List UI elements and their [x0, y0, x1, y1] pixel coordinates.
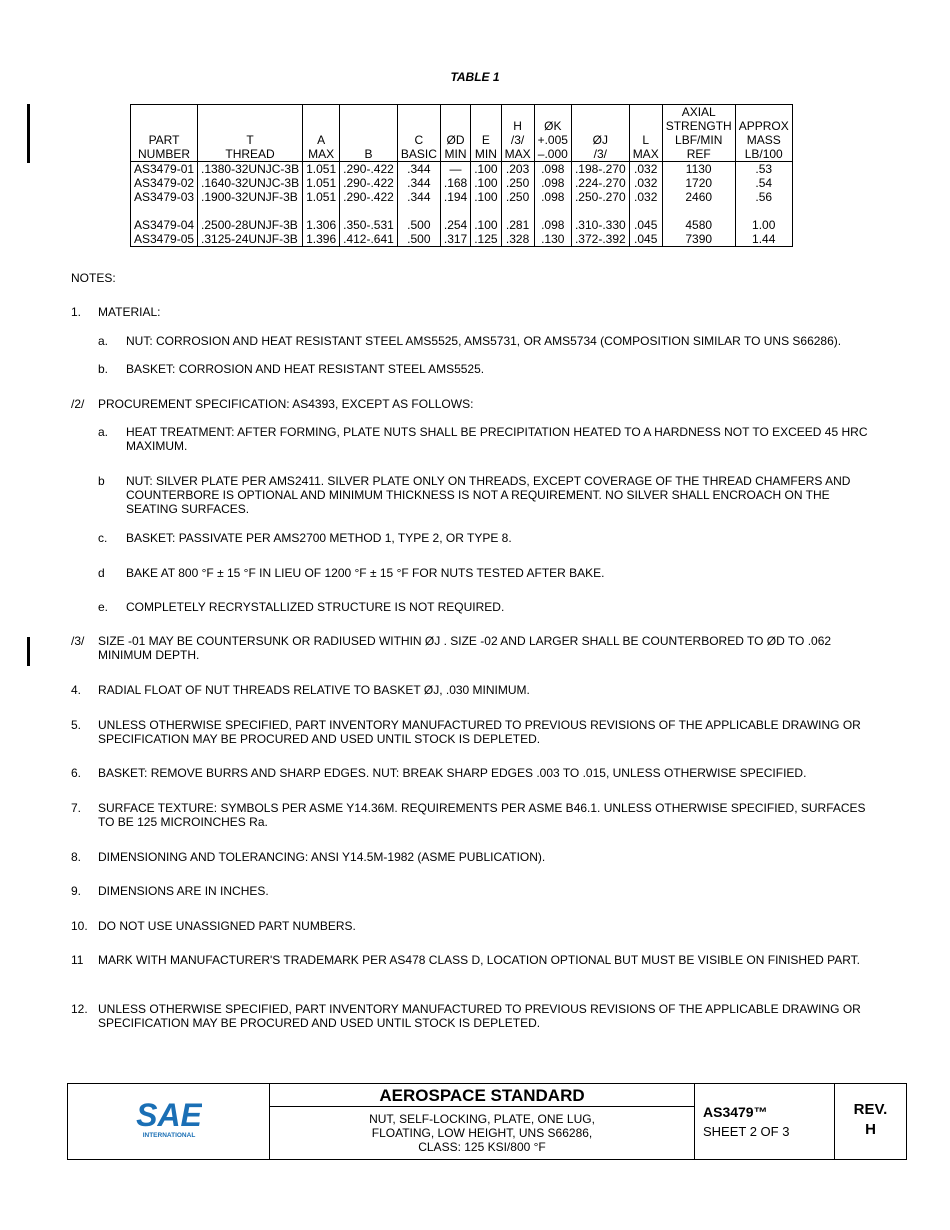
table-spacer-row — [131, 204, 793, 218]
table-cell: 1.396 — [303, 232, 340, 247]
table-cell: .130 — [534, 232, 571, 247]
table-cell: .203 — [501, 162, 534, 177]
col-a: A MAX — [303, 105, 340, 162]
col-j: ØJ /3/ — [571, 105, 629, 162]
table-cell: .53 — [735, 162, 792, 177]
table-cell: .344 — [397, 190, 440, 204]
table-cell: 1.00 — [735, 218, 792, 232]
table-cell: 1.051 — [303, 162, 340, 177]
title-block — [67, 1083, 907, 1160]
sheet-number: SHEET 2 OF 3 — [703, 1124, 790, 1139]
table-cell: 7390 — [662, 232, 735, 247]
table-cell: .168 — [440, 176, 470, 190]
table-cell: .344 — [397, 162, 440, 177]
table-cell: 1.051 — [303, 176, 340, 190]
revision-cell — [835, 1084, 906, 1159]
table-cell: 4580 — [662, 218, 735, 232]
svg-text:INTERNATIONAL: INTERNATIONAL — [142, 1132, 196, 1139]
table-cell: .350-.531 — [340, 218, 398, 232]
table-cell: .198-.270 — [571, 162, 629, 177]
col-h: H /3/ MAX — [501, 105, 534, 162]
table-cell: .125 — [471, 232, 501, 247]
col-e: E MIN — [471, 105, 501, 162]
table-cell: 1720 — [662, 176, 735, 190]
table-cell: .290-.422 — [340, 176, 398, 190]
table-cell: .250 — [501, 190, 534, 204]
table-cell: .344 — [397, 176, 440, 190]
table-cell: .100 — [471, 218, 501, 232]
notes-heading: NOTES: — [71, 271, 116, 285]
table-cell: 1130 — [662, 162, 735, 177]
table-cell: .250-.270 — [571, 190, 629, 204]
rev-value: H — [865, 1121, 876, 1138]
col-l: L MAX — [629, 105, 662, 162]
col-strength: AXIAL STRENGTH LBF/MIN REF — [662, 105, 735, 162]
table-cell: — — [440, 162, 470, 177]
table-cell: .100 — [471, 176, 501, 190]
table-cell: .328 — [501, 232, 534, 247]
table-title: TABLE 1 — [450, 70, 500, 84]
col-part: PART NUMBER — [131, 105, 198, 162]
table-cell: .098 — [534, 162, 571, 177]
table-cell: .250 — [501, 176, 534, 190]
table-cell: 1.051 — [303, 190, 340, 204]
table-cell: .032 — [629, 190, 662, 204]
table-cell: AS3479-03 — [131, 190, 198, 204]
table-cell: .1380-32UNJC-3B — [198, 162, 303, 177]
table-cell: .281 — [501, 218, 534, 232]
doc-number-cell — [695, 1084, 835, 1159]
doc-number: AS3479™ — [703, 1104, 768, 1120]
table-cell: .1900-32UNJF-3B — [198, 190, 303, 204]
table-cell: .032 — [629, 176, 662, 190]
dimension-table — [130, 104, 793, 247]
table-cell: .2500-28UNJF-3B — [198, 218, 303, 232]
table-cell: 2460 — [662, 190, 735, 204]
table-cell: AS3479-05 — [131, 232, 198, 247]
table-body — [131, 162, 793, 247]
col-b: B — [340, 105, 398, 162]
table-cell: 1.44 — [735, 232, 792, 247]
change-bar — [27, 104, 30, 163]
table-cell: .098 — [534, 190, 571, 204]
table-cell: AS3479-04 — [131, 218, 198, 232]
table-cell: .500 — [397, 232, 440, 247]
table-row — [131, 176, 793, 190]
table-row — [131, 190, 793, 204]
table-cell: .290-.422 — [340, 162, 398, 177]
standard-cell — [270, 1084, 695, 1159]
table-cell: .045 — [629, 232, 662, 247]
table-cell: .032 — [629, 162, 662, 177]
table-cell: .1640-32UNJC-3B — [198, 176, 303, 190]
standard-title: AEROSPACE STANDARD — [270, 1084, 694, 1107]
table-cell: .317 — [440, 232, 470, 247]
table-cell: .224-.270 — [571, 176, 629, 190]
table-cell: .098 — [534, 218, 571, 232]
table-cell: .254 — [440, 218, 470, 232]
table-cell: .100 — [471, 190, 501, 204]
table-row — [131, 162, 793, 177]
table-cell: AS3479-02 — [131, 176, 198, 190]
col-mass: APPROX MASS LB/100 — [735, 105, 792, 162]
table-header-row — [131, 105, 793, 162]
col-d: ØD MIN — [440, 105, 470, 162]
col-k: ØK +.005 –.000 — [534, 105, 571, 162]
table-cell: .290-.422 — [340, 190, 398, 204]
table-cell: .194 — [440, 190, 470, 204]
table-cell: .412-.641 — [340, 232, 398, 247]
table-cell: .100 — [471, 162, 501, 177]
table-cell: .56 — [735, 190, 792, 204]
sae-logo — [136, 1096, 202, 1140]
rev-label: REV. — [853, 1101, 888, 1118]
table-cell: .3125-24UNJF-3B — [198, 232, 303, 247]
table-cell: .045 — [629, 218, 662, 232]
table-cell: .098 — [534, 176, 571, 190]
table-cell: .500 — [397, 218, 440, 232]
col-thread: T THREAD — [198, 105, 303, 162]
table-cell: .54 — [735, 176, 792, 190]
svg-text:SAE: SAE — [136, 1097, 202, 1133]
part-description: NUT, SELF-LOCKING, PLATE, ONE LUG, FLOATING, LOW HEIGHT, UNS S66286, CLASS: 125 KSI/800 °F — [369, 1112, 595, 1154]
table-cell: .310-.330 — [571, 218, 629, 232]
table-cell: 1.306 — [303, 218, 340, 232]
col-c: C BASIC — [397, 105, 440, 162]
table-cell: .372-.392 — [571, 232, 629, 247]
change-bar — [27, 637, 30, 666]
table-row — [131, 218, 793, 232]
table-row — [131, 232, 793, 247]
logo-cell — [68, 1084, 270, 1159]
table-cell: AS3479-01 — [131, 162, 198, 177]
